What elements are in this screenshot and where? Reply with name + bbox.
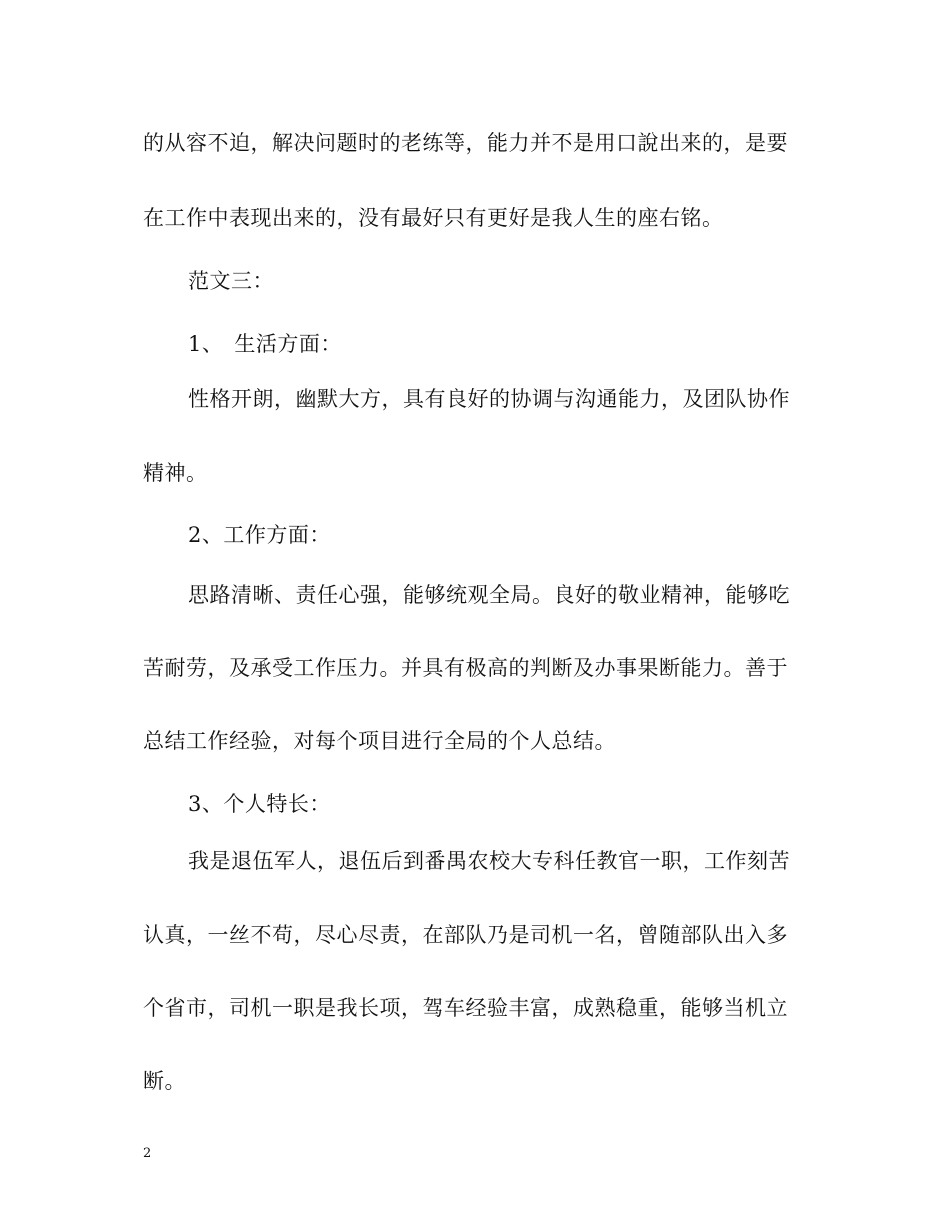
page-number: 2 xyxy=(143,1146,152,1161)
text-line: 我是退伍军人，退伍后到番禺农校大专科任教官一职，工作刻苦 xyxy=(188,849,790,873)
text-line: 性格开朗，幽默大方，具有良好的协调与沟通能力，及团队协作 xyxy=(188,387,790,411)
text-line: 总结工作经验，对每个项目进行全局的个人总结。 xyxy=(143,729,616,753)
text-line: 认真，一丝不苟，尽心尽责，在部队乃是司机一名，曾随部队出入多 xyxy=(143,923,788,947)
text-line: 的从容不迫，解决问题时的老练等，能力并不是用口說出来的，是要 xyxy=(143,131,788,155)
section-heading: 范文三： xyxy=(188,269,274,293)
text-line: 断。 xyxy=(143,1069,186,1093)
text-line: 在工作中表现出来的，没有最好只有更好是我人生的座右铭。 xyxy=(143,206,724,230)
text-line: 思路清晰、责任心强，能够统观全局。良好的敬业精神，能够吃 xyxy=(188,583,790,607)
text-line: 苦耐劳，及承受工作压力。并具有极高的判断及办事果断能力。善于 xyxy=(143,656,788,680)
subsection-heading: 1、 生活方面： xyxy=(188,332,342,356)
text-line: 个省市，司机一职是我长项，驾车经验丰富，成熟稳重，能够当机立 xyxy=(143,996,788,1020)
subsection-heading: 3、个人特长： xyxy=(188,792,331,816)
text-line: 精神。 xyxy=(143,461,208,485)
subsection-heading: 2、工作方面： xyxy=(188,523,331,547)
